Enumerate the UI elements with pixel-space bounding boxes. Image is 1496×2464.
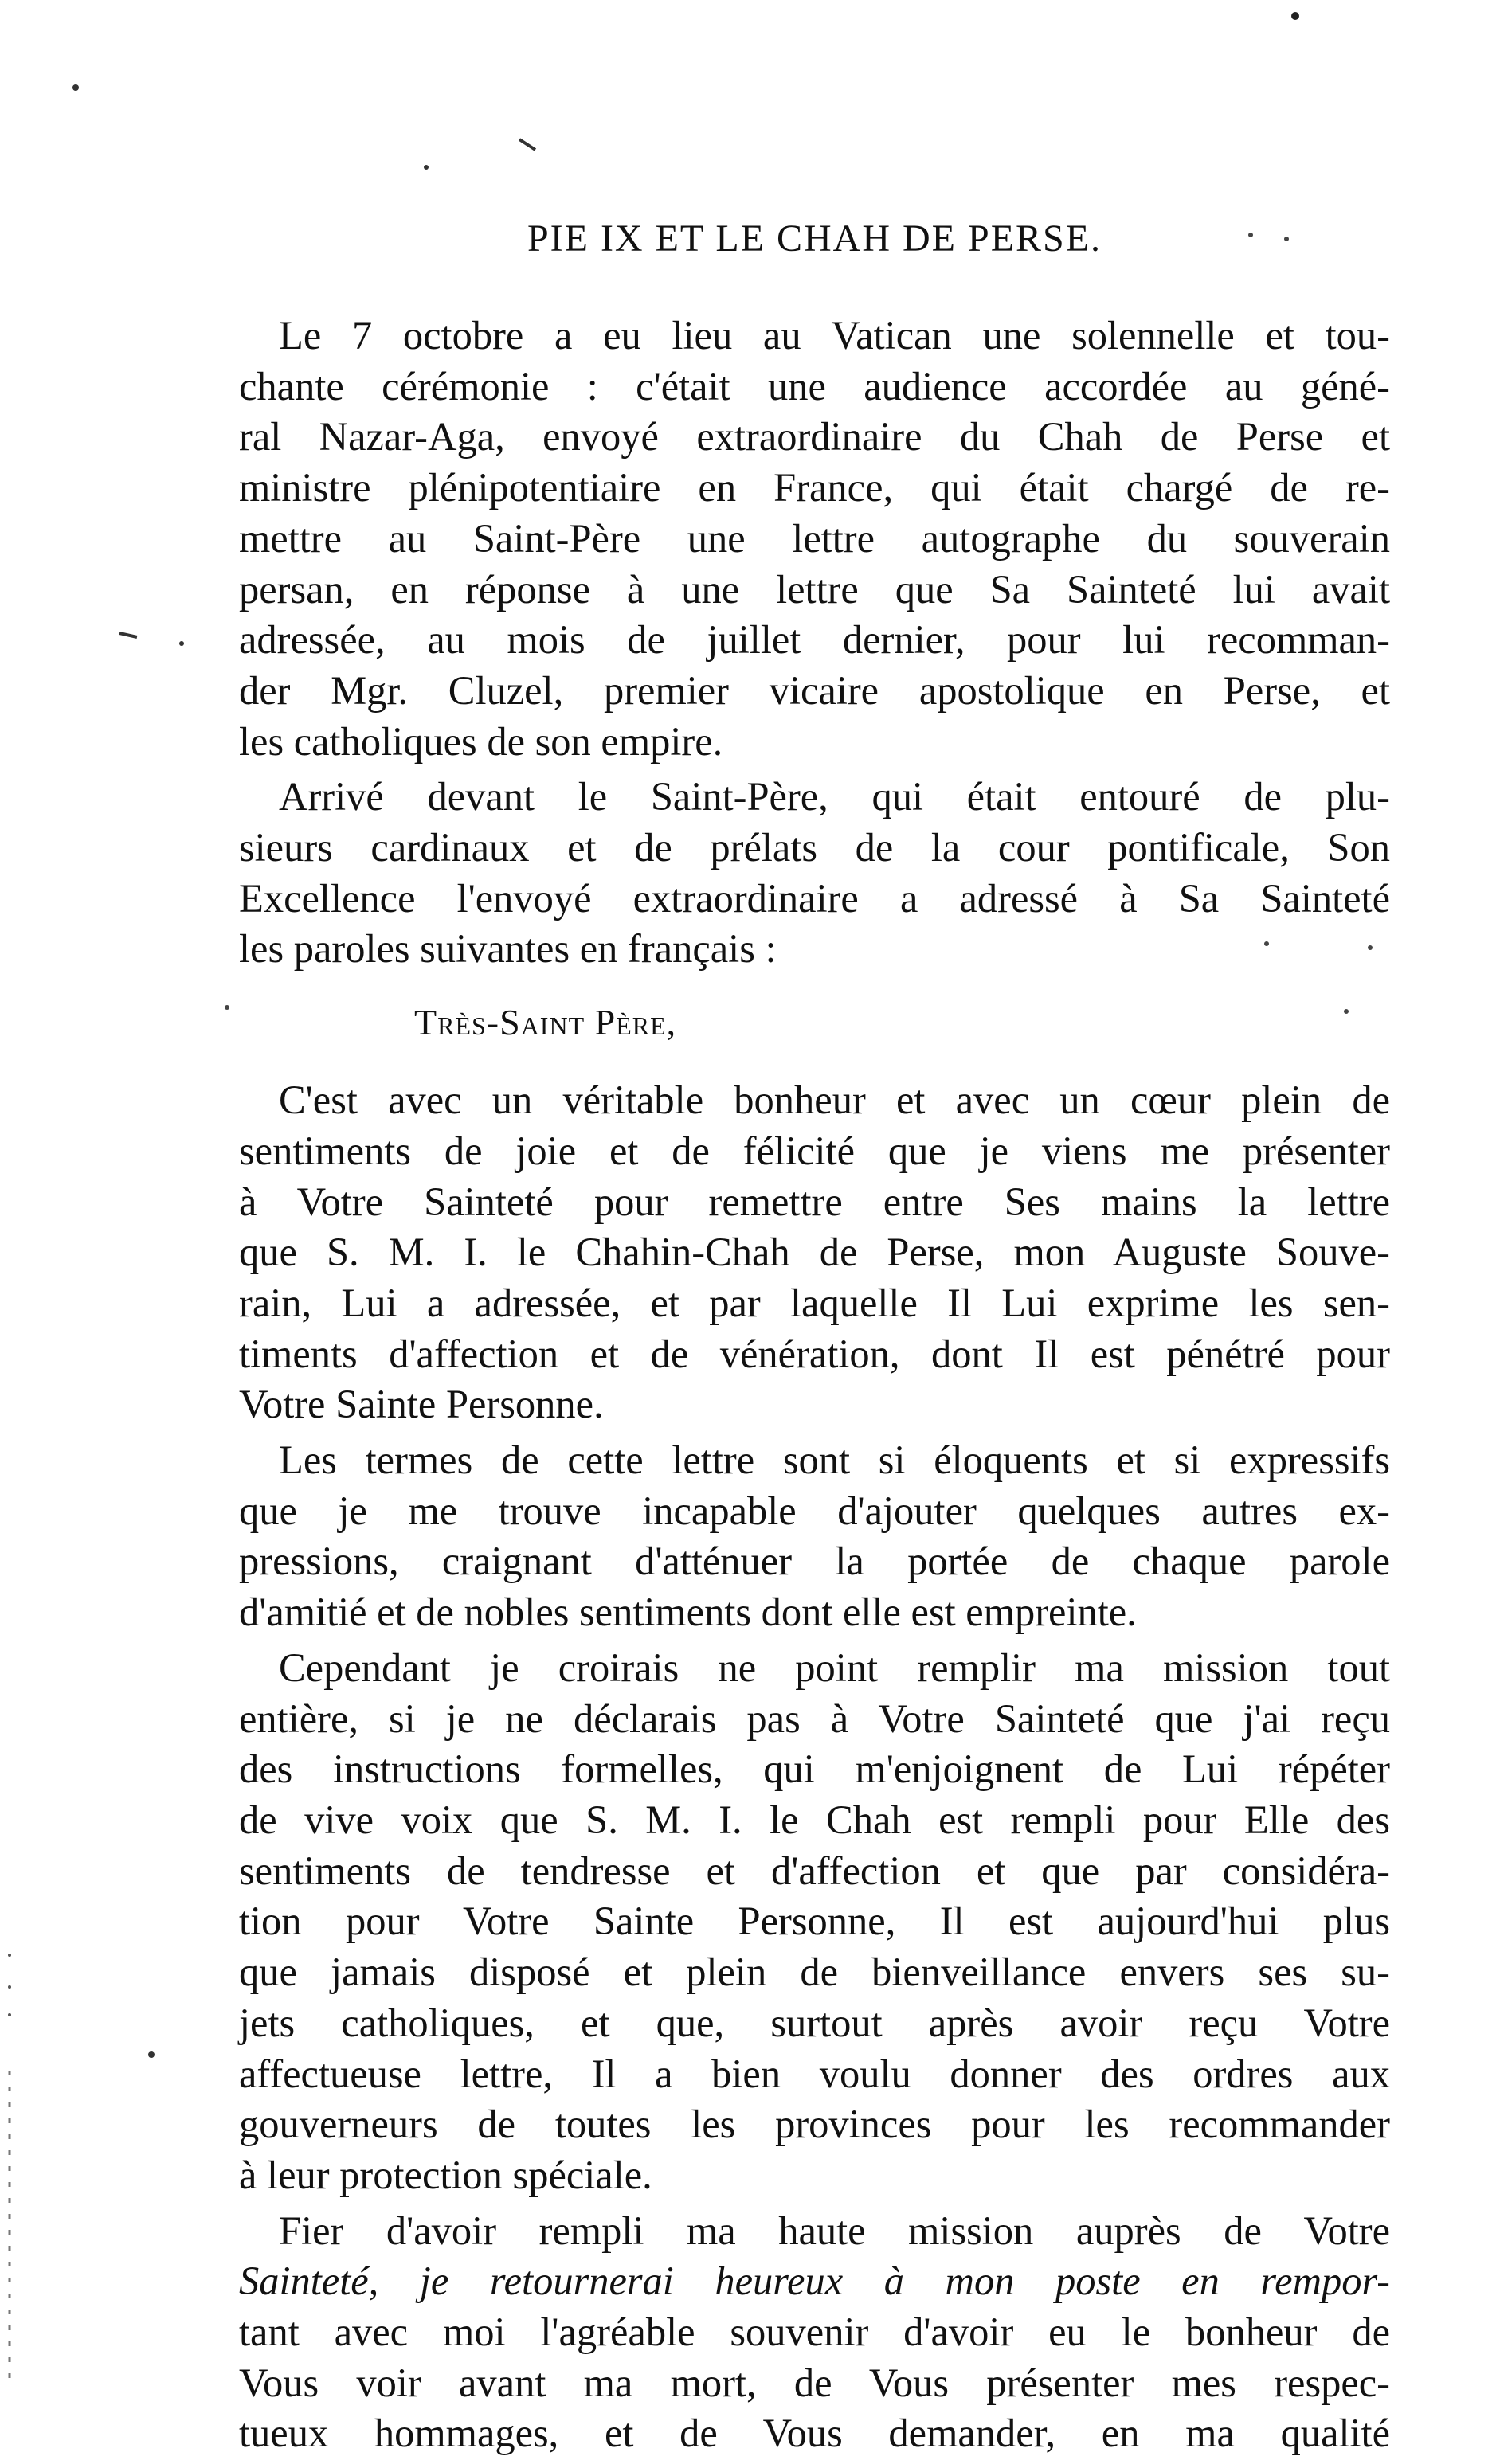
text-line: d'amitié et de nobles sentiments dont elle est empreinte. [239,1590,1137,1635]
text-line: Cependant je croirais ne point remplir ma mission tout [279,1645,1390,1690]
text-line: les catholiques de son empire. [239,718,723,764]
text-line: ral Nazar-Aga, envoyé extraordinaire du Chah de Perse et [239,414,1390,460]
text-line: jets catholiques, et que, surtout après avoir reçu Votre [239,2000,1390,2045]
text-line: sentiments de joie et de félicité que je viens me présenter [239,1128,1390,1173]
text-line: les paroles suivantes en français : [239,926,777,972]
text-line: entière, si je ne déclarais pas à Votre Sainteté que j'ai reçu [239,1695,1390,1741]
text-line: affectueuse lettre, Il a bien voulu donner des ordres aux [239,2051,1390,2096]
text-line: persan, en réponse à une lettre que Sa Sainteté lui avait [239,566,1390,612]
text-line: à Votre Sainteté pour remettre entre Ses mains la lettre [239,1179,1390,1224]
text-line: rain, Lui a adressée, et par laquelle Il Lui exprime les sen- [239,1280,1390,1325]
speech-paragraph-2 [239,1435,1390,1638]
text-line: que jamais disposé et plein de bienveillance envers ses su- [239,1950,1390,1995]
text-line: tion pour Votre Sainte Personne, Il est aujourd'hui plus [239,1899,1390,1944]
speech-paragraph-4 [239,2206,1390,2460]
page-content [239,215,1390,2464]
text-line: gouverneurs de toutes les provinces pour les recommander [239,2102,1390,2147]
text-line-italic: Sainteté, je retournerai heureux à mon poste en rempor- [239,2259,1390,2304]
text-line: que je me trouve incapable d'ajouter quelques autres ex- [239,1488,1390,1533]
text-line: tant avec moi l'agréable souvenir d'avoir eu le bonheur de [239,2310,1390,2355]
text-line: de vive voix que S. M. I. le Chah est rempli pour Elle des [239,1797,1390,1842]
text-line: que S. M. I. le Chahin-Chah de Perse, mon Auguste Souve- [239,1230,1390,1275]
text-line: tueux hommages, et de Vous demander, en ma qualité [239,2411,1390,2456]
salutation: Très-Saint Père, [414,1002,677,1043]
text-line: Les termes de cette lettre sont si éloquents et si expressifs [279,1437,1390,1483]
text-line: Excellence l'envoyé extraordinaire a adressé à Sa Sainteté [239,875,1390,921]
speech-paragraph-3 [239,1643,1390,2201]
text-line: Votre Sainte Personne. [239,1382,604,1427]
text-line: pressions, craignant d'atténuer la portée de chaque parole [239,1539,1390,1584]
running-title: PIE IX ET LE CHAH DE PERSE. [527,217,1102,260]
text-line: adressée, au mois de juillet dernier, pour lui recomman- [239,617,1390,663]
text-line: C'est avec un véritable bonheur et avec un cœur plein de [279,1078,1390,1123]
text-line: der Mgr. Cluzel, premier vicaire apostolique en Perse, et [239,667,1390,713]
intro-paragraph-2 [239,772,1390,975]
text-line: timents d'affection et de vénération, dont Il est pénétré pour [239,1331,1390,1376]
text-line: sentiments de tendresse et d'affection et que par considéra- [239,1848,1390,1893]
intro-paragraph-1 [239,311,1390,767]
text-line: Le 7 octobre a eu lieu au Vatican une solennelle et tou- [279,313,1390,358]
text-line: Fier d'avoir rempli ma haute mission auprès de Votre [279,2208,1390,2253]
text-line: chante cérémonie : c'était une audience accordée au géné- [239,363,1390,409]
text-line: Arrivé devant le Saint-Père, qui était entouré de plu- [279,774,1390,819]
text-line: ministre plénipotentiaire en France, qui était chargé de re- [239,465,1390,510]
text-line: mettre au Saint-Père une lettre autographe du souverain [239,515,1390,561]
text-line: Vous voir avant ma mort, de Vous présenter mes respec- [239,2360,1390,2405]
text-line: sieurs cardinaux et de prélats de la cour pontificale, Son [239,825,1390,870]
text-line: à leur protection spéciale. [239,2152,652,2197]
text-line: des instructions formelles, qui m'enjoignent de Lui répéter [239,1746,1390,1792]
speech-paragraph-1 [239,1075,1390,1430]
